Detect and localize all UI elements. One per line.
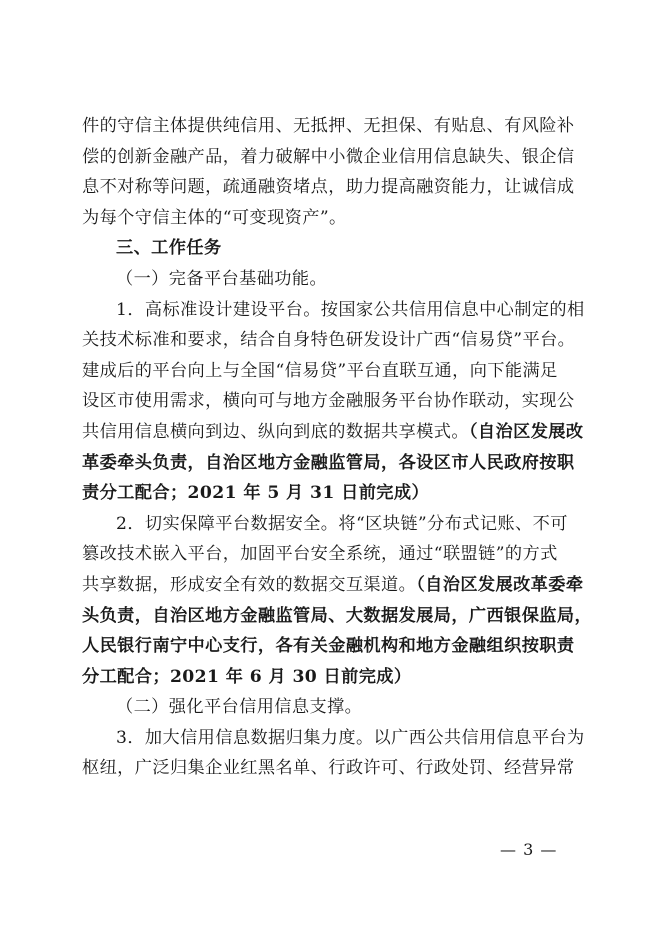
responsibility-note-start: （自治区发展改革委牵 — [416, 574, 584, 595]
paragraph-item-2 — [82, 509, 593, 693]
text-segment: 共信用信息横向到边、纵向到底的数据共享模式。 — [82, 421, 469, 442]
text-line: 枢纽，广泛归集企业红黑名单、行政许可、行政处罚、经营异常 — [82, 758, 575, 779]
paragraph-item-1 — [82, 295, 585, 509]
text-line: 息不对称等问题，疏通融资堵点，助力提高融资能力，让诚信成 — [82, 177, 575, 198]
text-line: 设区市使用需求，横向可与地方金融服务平台协作联动，实现公 — [82, 391, 575, 412]
subheading-text: （二）强化平台信用信息支撑。 — [116, 697, 363, 718]
text-line: 件的守信主体提供纯信用、无抵押、无担保、有贴息、有风险补 — [82, 116, 575, 136]
text-line: 偿的创新金融产品，着力破解中小微企业信用信息缺失、银企信 — [82, 146, 575, 167]
section-heading-work-tasks — [82, 233, 582, 264]
text-line: 建成后的平台向上与全国“信易贷”平台直联互通，向下能满足 — [82, 360, 558, 381]
text-line: 篡改技术嵌入平台，加固平台安全系统，通过“联盟链”的方式 — [82, 544, 558, 565]
responsibility-note: 人民银行南宁中心支行，各有关金融机构和地方金融组织按职责 — [82, 636, 575, 657]
paragraph-continuation — [82, 111, 582, 233]
subheading-credit-info-support — [82, 692, 582, 723]
responsibility-note: 责分工配合；2021 年 5 月 31 日前完成） — [82, 483, 430, 504]
document-body — [82, 111, 593, 784]
text-line: 3．加大信用信息数据归集力度。以广西公共信用信息平台为 — [116, 727, 585, 748]
page-number: — 3 — — [500, 840, 558, 859]
text-line: 关技术标准和要求，结合自身特色研发设计广西“信易贷”平台。 — [82, 330, 576, 351]
responsibility-note-start: （自治区发展改 — [468, 421, 584, 442]
text-line — [82, 417, 582, 448]
responsibility-note: 革委牵头负责，自治区地方金融监管局，各设区市人民政府按职 — [82, 452, 575, 473]
text-line: 2．切实保障平台数据安全。将“区块链”分布式记账、不可 — [116, 513, 568, 534]
responsibility-note: 分工配合；2021 年 6 月 30 日前完成） — [82, 666, 412, 687]
heading-text: 三、工作任务 — [116, 238, 222, 259]
responsibility-note: 头负责，自治区地方金融监管局、大数据发展局，广西银保监局， — [82, 605, 593, 626]
text-line: 1．高标准设计建设平台。按国家公共信用信息中心制定的相 — [116, 299, 585, 320]
paragraph-item-3 — [82, 723, 585, 784]
text-line: 为每个守信主体的“可变现资产”。 — [82, 207, 347, 228]
subheading-text: （一）完备平台基础功能。 — [116, 268, 328, 289]
text-segment: 共享数据，形成安全有效的数据交互渠道。 — [82, 574, 417, 595]
text-line — [82, 570, 582, 601]
subheading-platform-functions — [82, 264, 582, 295]
